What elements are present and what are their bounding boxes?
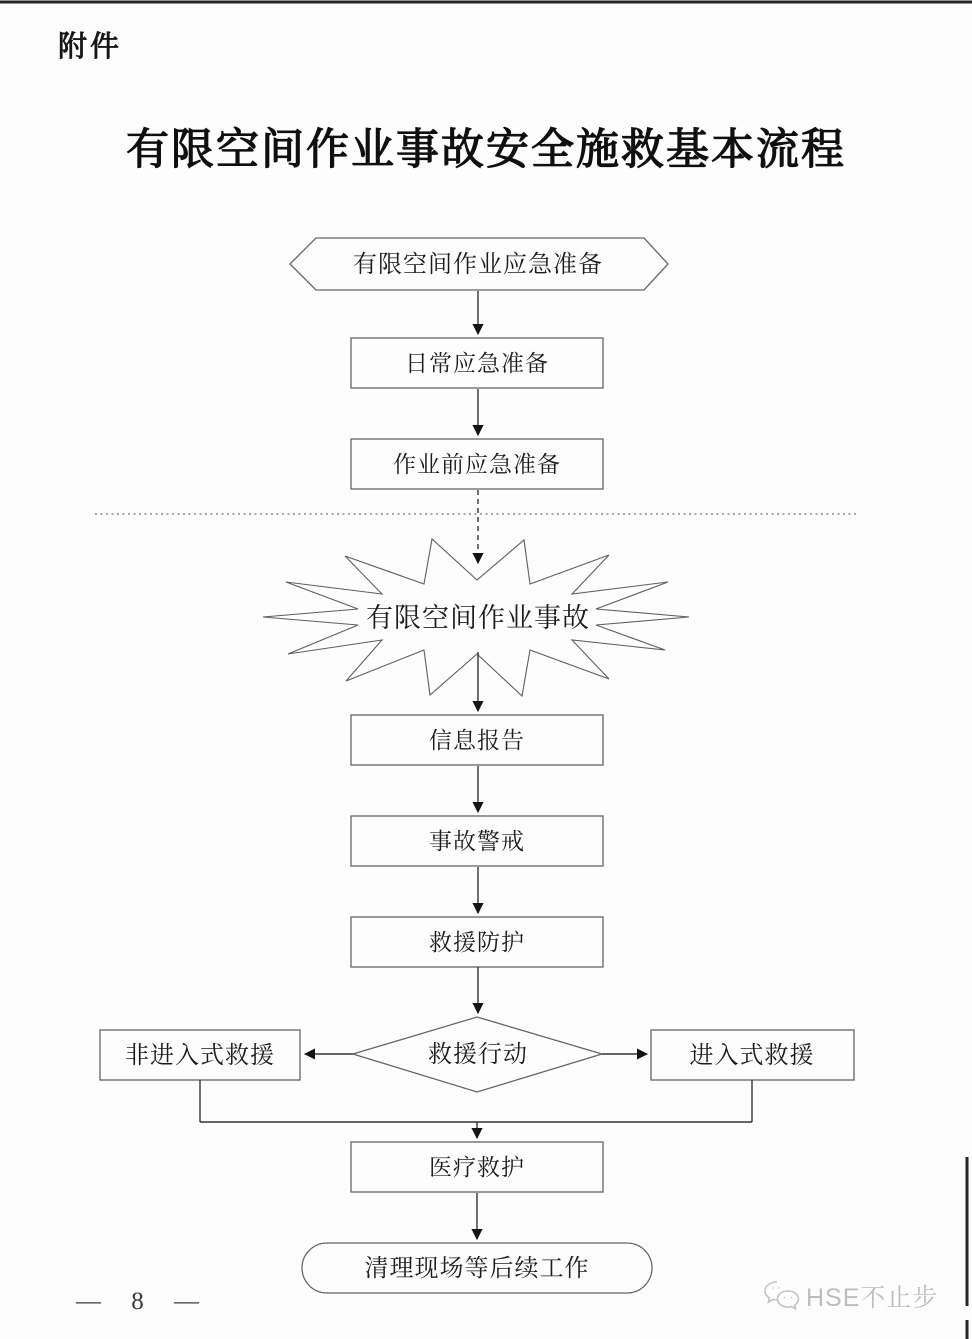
wechat-bubbles-icon bbox=[763, 1279, 801, 1313]
node-daily-prep-label: 日常应急准备 bbox=[405, 350, 549, 376]
node-medical-aid-label: 医疗救护 bbox=[429, 1154, 525, 1180]
node-prep-label: 有限空间作业应急准备 bbox=[353, 251, 603, 278]
node-accident-alert-label: 事故警戒 bbox=[429, 828, 525, 854]
node-pre-work-prep-label: 作业前应急准备 bbox=[393, 451, 561, 477]
node-info-report-label: 信息报告 bbox=[429, 727, 525, 753]
node-entry-rescue-label: 进入式救援 bbox=[689, 1042, 815, 1069]
page-title: 有限空间作业事故安全施救基本流程 bbox=[126, 127, 846, 174]
node-rescue-protection-label: 救援防护 bbox=[429, 929, 525, 955]
node-accident-label: 有限空间作业事故 bbox=[366, 603, 590, 633]
node-cleanup-label: 清理现场等后续工作 bbox=[364, 1255, 590, 1282]
page-number: — 8 — bbox=[76, 1288, 211, 1315]
watermark-text: HSE不止步 bbox=[806, 1284, 939, 1312]
node-non-entry-rescue-label: 非进入式救援 bbox=[125, 1042, 275, 1069]
attachment-label: 附件 bbox=[58, 31, 123, 63]
watermark bbox=[763, 1278, 938, 1314]
node-rescue-action-label: 救援行动 bbox=[428, 1041, 528, 1068]
